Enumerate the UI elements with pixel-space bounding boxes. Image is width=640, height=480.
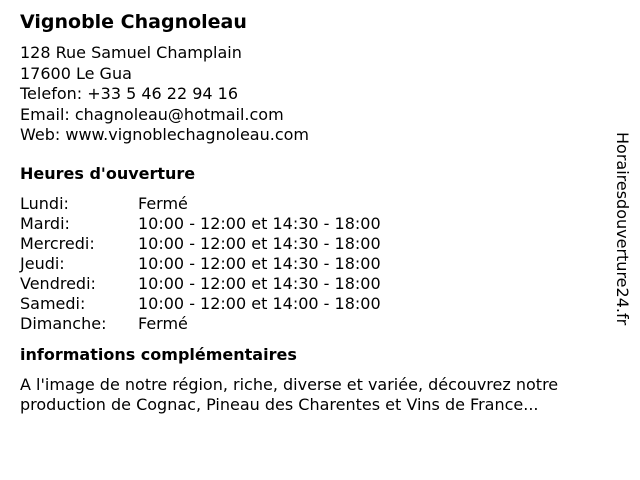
hours-row-wednesday bbox=[20, 234, 381, 254]
address-city: 17600 Le Gua bbox=[20, 63, 132, 83]
opening-hours-table bbox=[20, 194, 381, 334]
hours-row-monday bbox=[20, 194, 381, 214]
phone-line: Telefon: +33 5 46 22 94 16 bbox=[20, 84, 239, 103]
day-label: Lundi: bbox=[20, 193, 69, 213]
site-watermark: Horairesdouverture24.fr bbox=[613, 132, 632, 326]
day-label: Dimanche: bbox=[20, 313, 107, 333]
hours-row-thursday bbox=[20, 254, 381, 274]
day-label: Jeudi: bbox=[20, 253, 65, 273]
day-hours: Fermé bbox=[138, 193, 188, 213]
hours-row-saturday bbox=[20, 294, 381, 314]
hours-row-sunday bbox=[20, 314, 381, 334]
additional-info-text: A l'image de notre région, riche, diverse et variée, découvrez notre production de Cognac, Pineau des Charentes et Vins de France... bbox=[20, 374, 559, 414]
day-hours: Fermé bbox=[138, 313, 188, 333]
day-hours: 10:00 - 12:00 et 14:30 - 18:00 bbox=[138, 273, 381, 293]
contact-block bbox=[20, 43, 615, 146]
hours-row-friday bbox=[20, 274, 381, 294]
day-hours: 10:00 - 12:00 et 14:30 - 18:00 bbox=[138, 213, 381, 233]
day-label: Mercredi: bbox=[20, 233, 95, 253]
day-hours: 10:00 - 12:00 et 14:00 - 18:00 bbox=[138, 293, 381, 313]
business-card bbox=[20, 10, 615, 416]
email-line: Email: chagnoleau@hotmail.com bbox=[20, 104, 284, 124]
day-label: Vendredi: bbox=[20, 273, 96, 293]
additional-info-heading: informations complémentaires bbox=[20, 344, 297, 364]
day-hours: 10:00 - 12:00 et 14:30 - 18:00 bbox=[138, 253, 381, 273]
day-hours: 10:00 - 12:00 et 14:30 - 18:00 bbox=[138, 233, 381, 253]
business-name: Vignoble Chagnoleau bbox=[20, 11, 247, 33]
address-street: 128 Rue Samuel Champlain bbox=[20, 43, 242, 62]
web-line: Web: www.vignoblechagnoleau.com bbox=[20, 125, 309, 144]
day-label: Mardi: bbox=[20, 213, 70, 233]
hours-row-tuesday bbox=[20, 214, 381, 234]
day-label: Samedi: bbox=[20, 293, 86, 313]
opening-hours-heading: Heures d'ouverture bbox=[20, 163, 196, 183]
